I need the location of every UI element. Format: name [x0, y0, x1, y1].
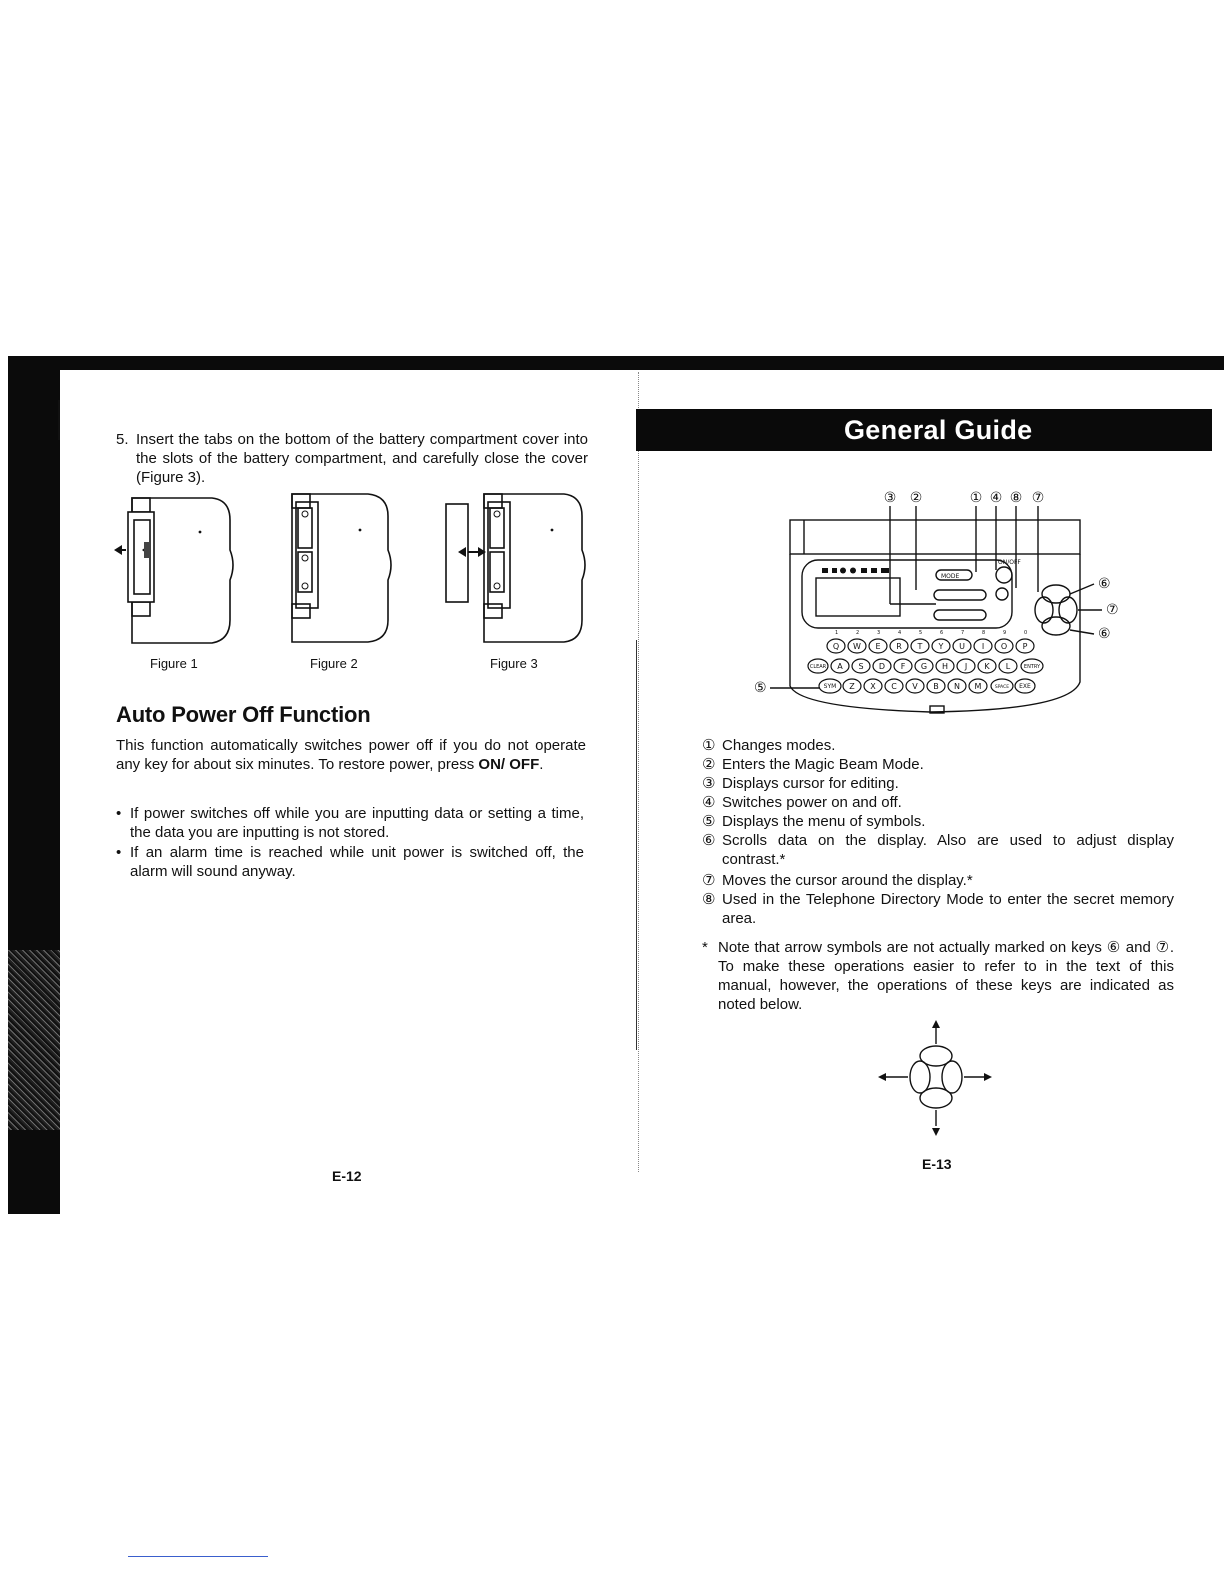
- page-title: General Guide: [844, 414, 1033, 445]
- display-status-icons: [822, 568, 889, 574]
- right-key: [942, 1061, 962, 1093]
- key-j: J: [964, 662, 968, 671]
- section-heading: Auto Power Off Function: [116, 702, 371, 727]
- key-e: E: [875, 642, 881, 651]
- figure-1-battery-illustration: [112, 490, 252, 650]
- number-hint: 1: [835, 630, 839, 636]
- callout-5: ⑤: [754, 680, 767, 696]
- right-page-number: E-13: [922, 1156, 952, 1172]
- legend-text: Used in the Telephone Directory Mode to enter the secret memory area.: [722, 891, 1174, 927]
- key-m: M: [974, 682, 982, 691]
- footnote: [702, 938, 1174, 1014]
- number-hint: 8: [982, 630, 986, 636]
- number-hint: 2: [856, 630, 860, 636]
- key-s: S: [858, 662, 864, 671]
- footnote-text: Note that arrow symbols are not actually marked on keys ⑥ and ⑦. To make these operations easier to refer to in the text of this manual, however, the operations of these keys are indicated as noted below.: [718, 939, 1174, 1013]
- legend-item: [702, 812, 1174, 831]
- bullet-item: [116, 843, 584, 881]
- up-arrow-icon: [932, 1020, 940, 1028]
- step-5: [116, 430, 588, 487]
- left-arrow-icon: [878, 1073, 886, 1081]
- legend-marker: ⑤: [702, 813, 716, 830]
- key-u: U: [959, 642, 965, 651]
- number-hint: 6: [940, 630, 944, 636]
- legend-text: Moves the cursor around the display.*: [722, 872, 973, 889]
- left-key: [910, 1061, 930, 1093]
- callout-7-top: ⑦: [1031, 490, 1045, 506]
- bullet-text: If an alarm time is reached while unit power is switched off, the alarm will sound anyway.: [130, 844, 584, 880]
- legend-marker: ①: [702, 737, 716, 754]
- bullet-text: If power switches off while you are inputting data or setting a time, the data you are inputting is not stored.: [130, 805, 584, 841]
- key-clear: CLEAR: [809, 664, 827, 670]
- legend-item: [702, 736, 1174, 755]
- intro-paragraph: [116, 736, 586, 774]
- key-w: W: [853, 642, 861, 651]
- step-number: 5.: [116, 431, 129, 448]
- number-hint: 5: [919, 630, 923, 636]
- legend-text: Switches power on and off.: [722, 794, 902, 811]
- key-h: H: [941, 662, 949, 671]
- legend-item: [702, 755, 1174, 774]
- key-p: P: [1022, 642, 1028, 651]
- right-arrow-icon: [984, 1073, 992, 1081]
- callout-1: ①: [969, 490, 983, 506]
- left-page-number: E-12: [332, 1168, 362, 1184]
- figure-2-caption: Figure 2: [310, 656, 358, 671]
- legend-text: Changes modes.: [722, 737, 836, 754]
- onoff-key-name: ON/ OFF: [478, 756, 540, 773]
- key-x: X: [870, 682, 876, 691]
- bullet-item: [116, 804, 584, 842]
- callout-6-lower: ⑥: [1098, 626, 1111, 642]
- right-margin-rule: [636, 640, 637, 1050]
- key-v: V: [912, 682, 918, 691]
- legend-text: Displays cursor for editing.: [722, 775, 899, 792]
- key-d: D: [878, 662, 886, 671]
- key-z: Z: [849, 682, 855, 691]
- para-text-before: This function automatically switches power off if you do not operate any key for about six minutes. To restore power, press: [116, 737, 586, 773]
- key-sym: SYM: [823, 683, 837, 690]
- onoff-key-label: ON/OFF: [998, 559, 1021, 566]
- mode-key-label: MODE: [941, 573, 960, 580]
- key-q: Q: [832, 642, 840, 651]
- legend-item: [702, 793, 1174, 812]
- top-edge-bar: [8, 356, 1224, 370]
- key-c: C: [891, 682, 897, 691]
- figure-3-battery-illustration: [440, 490, 590, 650]
- key-n: N: [954, 682, 960, 691]
- callout-4: ④: [989, 490, 1003, 506]
- legend-text: Scrolls data on the display. Also are used to adjust display contrast.*: [722, 832, 1174, 868]
- callout-3: ③: [883, 490, 897, 506]
- key-l: L: [1005, 662, 1011, 671]
- legend-marker: ⑥: [702, 832, 716, 849]
- figure-3-caption: Figure 3: [490, 656, 538, 671]
- page-gutter: [638, 372, 639, 1172]
- number-hint: 4: [898, 630, 902, 636]
- arrow-keys-diagram: [872, 1016, 1002, 1142]
- figure-1-caption: Figure 1: [150, 656, 198, 671]
- legend-marker: ③: [702, 775, 716, 792]
- number-hint: 9: [1003, 630, 1007, 636]
- callout-7-right: ⑦: [1106, 602, 1119, 618]
- legend-marker: ⑧: [702, 891, 716, 908]
- legend-text: Enters the Magic Beam Mode.: [722, 756, 924, 773]
- key-o: O: [1000, 642, 1008, 651]
- key-k: K: [984, 662, 990, 671]
- number-hint: 3: [877, 630, 881, 636]
- step-text: Insert the tabs on the bottom of the battery compartment cover into the slots of the battery compartment, and carefully close the cover (Figure 3).: [136, 431, 588, 486]
- bullet-dot: •: [116, 805, 122, 822]
- key-g: G: [920, 662, 928, 671]
- device-diagram: [740, 486, 1140, 722]
- footnote-marker: *: [702, 939, 708, 956]
- legend-item: [702, 871, 1174, 890]
- left-edge-texture: [8, 950, 60, 1130]
- figure-2-battery-illustration: [278, 490, 408, 650]
- key-f: F: [900, 662, 906, 671]
- bullet-dot: •: [116, 844, 122, 861]
- number-hint: 0: [1024, 630, 1028, 636]
- key-entry: ENTRY: [1023, 664, 1041, 670]
- para-text-after: .: [539, 756, 544, 773]
- legend-text: Displays the menu of symbols.: [722, 813, 926, 830]
- key-i: I: [981, 642, 985, 651]
- legend-item: [702, 890, 1174, 928]
- legend-item: [702, 831, 1174, 869]
- key-exe: EXE: [1019, 683, 1031, 690]
- legend-marker: ⑦: [702, 872, 716, 889]
- key-space: SPACE: [994, 685, 1010, 690]
- key-t: T: [917, 642, 923, 651]
- callout-6-upper: ⑥: [1098, 576, 1111, 592]
- legend-item: [702, 774, 1174, 793]
- left-margin-rule: [58, 400, 60, 440]
- legend-marker: ④: [702, 794, 716, 811]
- number-hint: 7: [961, 630, 965, 636]
- callout-2: ②: [909, 490, 923, 506]
- key-r: R: [896, 642, 902, 651]
- key-a: A: [837, 662, 843, 671]
- key-b: B: [933, 682, 939, 691]
- title-banner: [636, 409, 1212, 451]
- bottom-underline: [128, 1556, 268, 1557]
- callout-8: ⑧: [1009, 490, 1023, 506]
- down-arrow-icon: [932, 1128, 940, 1136]
- legend-marker: ②: [702, 756, 716, 773]
- key-y: Y: [938, 642, 944, 651]
